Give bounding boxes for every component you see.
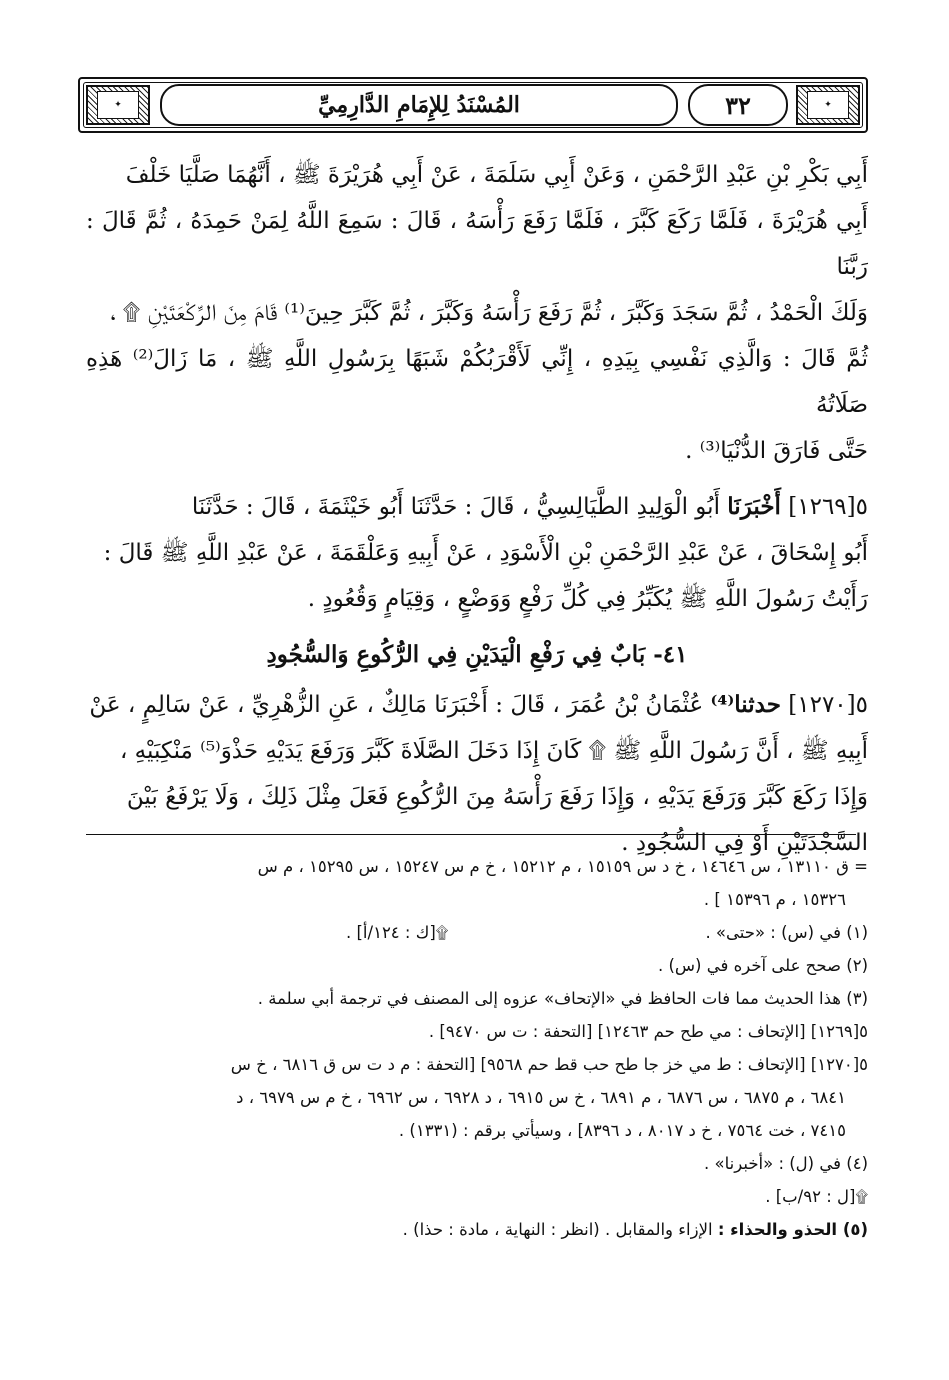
text-line: ثُمَّ قَالَ : وَالَّذِي نَفْسِي بِيَدِهِ ، إِنِّي لَأَقْرَبُكُمْ شَبَهًا بِرَسُولِ اللَّهِ ﷺ ، مَا زَالَ⁽²⁾ هَذِهِ صَلَاتُهُ — [86, 346, 868, 418]
page-header — [78, 77, 868, 133]
footnote-3: (٣) هذا الحديث مما فات الحافظ في «الإتحاف» عزوه إلى المصنف في ترجمة أبي سلمة . — [257, 989, 868, 1008]
page-number: ٣٢ — [688, 84, 788, 126]
hadith-lead: أَخْبَرَنَا — [727, 493, 781, 520]
footnote-line: ١٥٣٢٦ ، م ١٥٣٩٦ ] . — [703, 890, 846, 909]
footnote-text: الإزاء والمقابل . (انظر : النهاية ، مادة : حذا) . — [402, 1220, 713, 1239]
hadith-number: ٥[١٢٦٩] — [788, 494, 868, 520]
footnote-1: (١) في (س) : «حتى» . — [705, 923, 868, 942]
reference-1270: ٥[١٢٧٠] [الإتحاف : ط مي خز جا طح حب قط حم ٩٥٦٨] [التحفة : م د ت س ق ٦٨١٦ ، خ س — [230, 1055, 868, 1074]
footnote-5 — [86, 1213, 868, 1246]
running-title: المُسْنَدُ لِلإِمَامِ الدَّارِمِيِّ — [160, 84, 678, 126]
footnote-term: (٥) الحذو والحذاء : — [717, 1220, 868, 1239]
hadith-number: ٥[١٢٧٠] — [788, 692, 868, 718]
footnote-2: (٢) صحح على آخره في (س) . — [657, 956, 868, 975]
text-line: أَبِيهِ ﷺ ، أَنَّ رَسُولَ اللَّهِ ﷺ ۩ كَانَ إِذَا دَخَلَ الصَّلَاةَ كَبَّرَ وَرَفَعَ يَدَيْهِ حَذْوَ⁽⁵⁾ مَنْكِبَيْهِ ، — [119, 738, 868, 764]
hadith-1270 — [86, 682, 868, 866]
header-right-group — [688, 84, 860, 126]
main-text — [86, 152, 868, 876]
manuscript-marker: ۩[ل : ٩٢/ب] . — [765, 1187, 868, 1206]
paragraph-continuation — [86, 152, 868, 474]
text-fragment: أَبُو الْوَلِيدِ الطَّيَالِسِيُّ ، قَالَ : حَدَّثَنَا أَبُو خَيْثَمَةَ ، قَالَ : حَدَّثَنَا — [191, 494, 720, 520]
text-line — [86, 484, 868, 530]
text-line: أَبِي بَكْرِ بْنِ عَبْدِ الرَّحْمَنِ ، وَعَنْ أَبِي سَلَمَةَ ، عَنْ أَبِي هُرَيْرَةَ ﷺ ، أَنَّهُمَا صَلَّيَا خَلْفَ — [125, 162, 868, 188]
text-line: رَأَيْتُ رَسُولَ اللَّهِ ﷺ يُكَبِّرُ فِي كُلِّ رَفْعٍ وَوَضْعٍ ، وَقِيَامٍ وَقُعُودٍ . — [307, 586, 868, 612]
ornament-emblem: ✦ — [97, 91, 139, 119]
text-line: حَتَّى فَارَقَ الدُّنْيَا⁽³⁾ . — [685, 438, 868, 464]
reference-1270-cont: ٧٤١٥ ، خت ٧٥٦٤ ، خ د ٨٠١٧ ، د ٨٣٩٦] ، وسيأتي برقم : (١٣٣١) . — [398, 1121, 846, 1140]
hadith-1269 — [86, 484, 868, 622]
text-line: أَبُو إِسْحَاقَ ، عَنْ عَبْدِ الرَّحْمَنِ بْنِ الْأَسْوَدِ ، عَنْ أَبِيهِ وَعَلْقَمَةَ ، عَنْ عَبْدِ اللَّهِ ﷺ قَالَ : — [103, 540, 868, 566]
text-line: السَّجْدَتَيْنِ أَوْ فِي السُّجُودِ . — [621, 830, 868, 856]
text-line: وَلَكَ الْحَمْدُ ، ثُمَّ سَجَدَ وَكَبَّرَ ، ثُمَّ رَفَعَ رَأْسَهُ وَكَبَّرَ ، ثُمَّ كَبَّرَ حِينَ⁽¹⁾ قَامَ مِنَ الرَّكْعَتَيْنِ ۩ ، — [109, 300, 868, 326]
text-line: وَإِذَا رَكَعَ كَبَّرَ وَرَفَعَ يَدَيْهِ ، وَإِذَا رَفَعَ رَأْسَهُ مِنَ الرُّكُوعِ فَعَلَ مِثْلَ ذَلِكَ ، وَلَا يَرْفَعُ بَيْنَ — [126, 784, 868, 810]
reference-1270-cont: ٦٨٤١ ، م ٦٨٧٥ ، س ٦٨٧٦ ، م ٦٨٩١ ، خ س ٦٩١٥ ، د ٦٩٢٨ ، س ٦٩٦٢ ، خ م س ٦٩٧٩ ، د — [236, 1088, 846, 1107]
chapter-title: ٤١- بَابٌ فِي رَفْعِ الْيَدَيْنِ فِي الرُّكُوعِ وَالسُّجُودِ — [266, 641, 688, 668]
manuscript-marker: ۩[ك : ١٢٤/أ] . — [346, 923, 449, 942]
header-ornament-left — [86, 85, 150, 125]
footnote-row — [86, 916, 868, 949]
footnotes — [86, 850, 868, 1246]
hadith-lead: حدثنا⁽⁴⁾ — [710, 691, 781, 718]
text-line — [86, 682, 868, 728]
header-ornament-right — [796, 85, 860, 125]
footnote-separator — [86, 834, 856, 835]
footnote-4: (٤) في (ل) : «أخبرنا» . — [704, 1154, 868, 1173]
footnote-line: = ق ١٣١١٠ ، س ١٤٦٤٦ ، خ د س ١٥١٥٩ ، م ١٥٢١٢ ، خ م س ١٥٢٤٧ ، س ١٥٢٩٥ ، م س — [257, 857, 868, 876]
ornament-emblem: ✦ — [807, 91, 849, 119]
reference-1269: ٥[١٢٦٩] [الإتحاف : مي طح حم ١٢٤٦٣] [التحفة : ت س ٩٤٧٠] . — [428, 1022, 868, 1041]
text-fragment: عُثْمَانُ بْنُ عُمَرَ ، قَالَ : أَخْبَرَنَا مَالِكٌ ، عَنِ الزُّهْرِيِّ ، عَنْ سَالِمٍ ، عَنْ — [89, 692, 704, 718]
text-line: أَبِي هُرَيْرَةَ ، فَلَمَّا رَكَعَ كَبَّرَ ، فَلَمَّا رَفَعَ رَأْسَهُ ، قَالَ : سَمِعَ اللَّهُ لِمَنْ حَمِدَهُ ، ثُمَّ قَالَ : رَبَّنَا — [86, 208, 868, 280]
